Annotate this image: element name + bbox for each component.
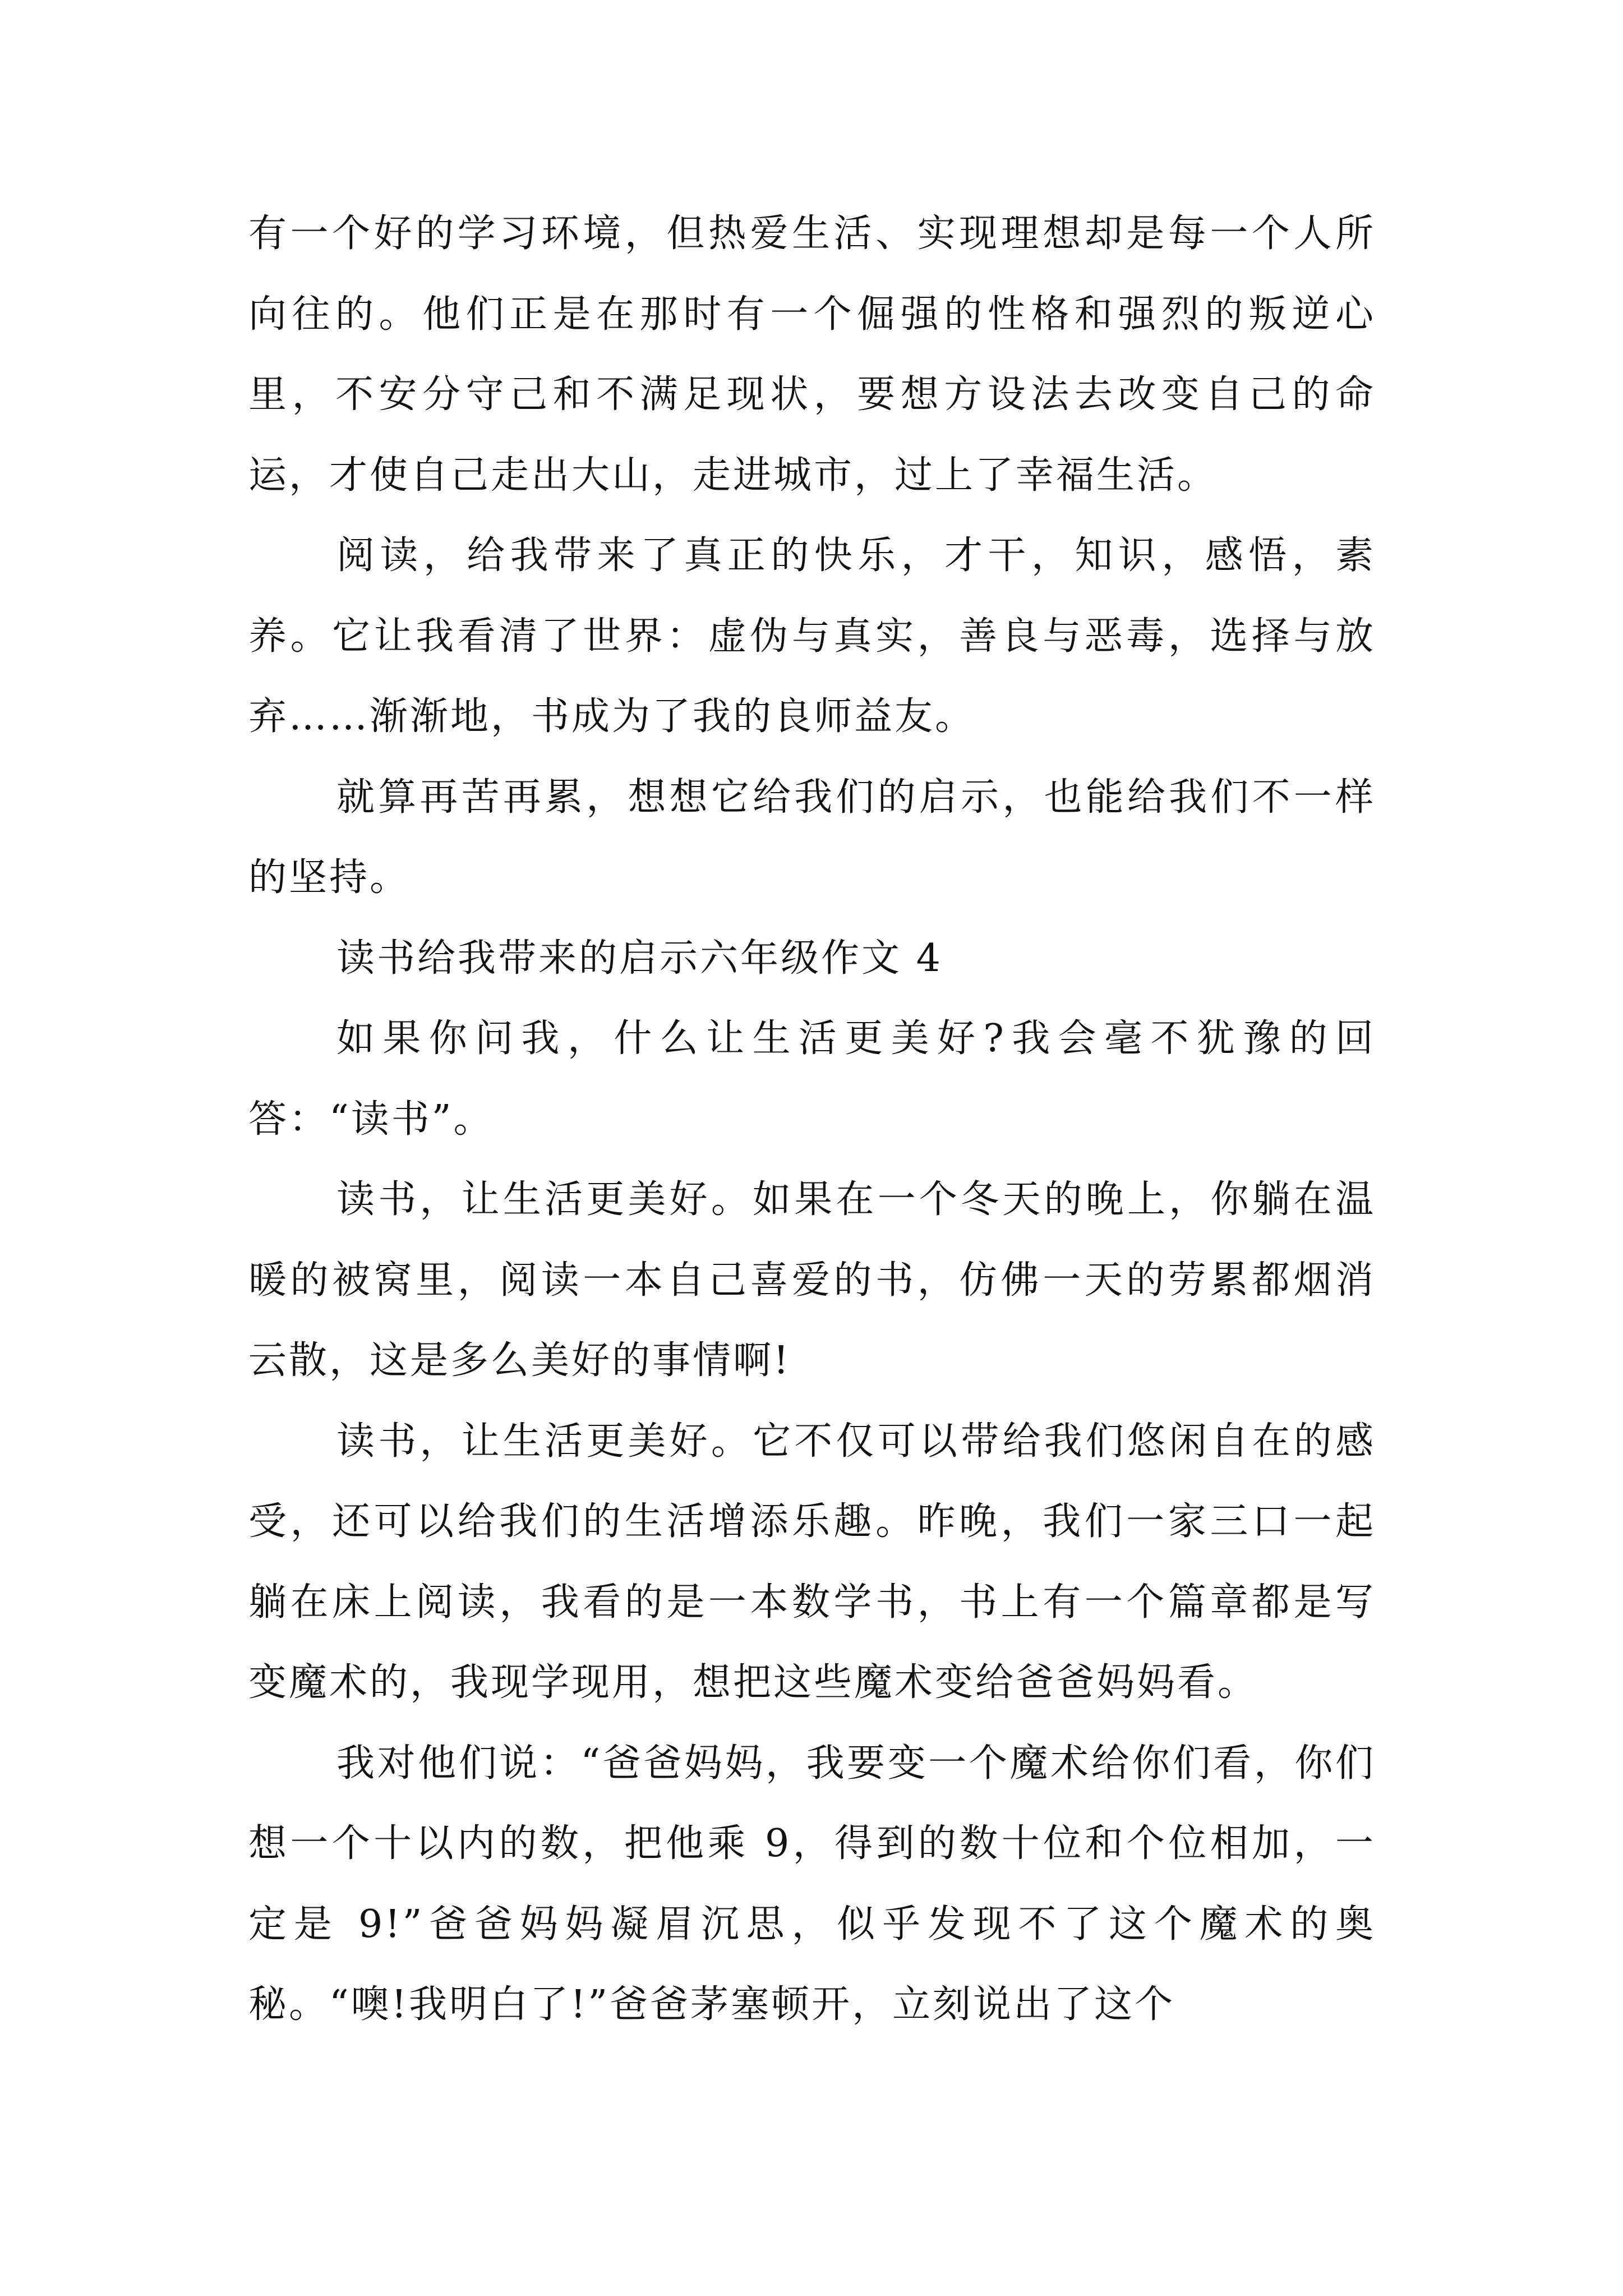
paragraph-family-reading: 读书，让生活更美好。它不仅可以带给我们悠闲自在的感受，还可以给我们的生活增添乐趣。昨晚，我们一家三口一起躺在床上阅读，我看的是一本数学书，书上有一个篇章都是写变魔术的，我现学现用，想把这些魔术变给爸爸妈妈看。: [248, 1419, 1376, 1705]
paragraph-reading-joy: 阅读，给我带来了真正的快乐，才干，知识，感悟，素养。它让我看清了世界：虚伪与真实，善良与恶毒，选择与放弃……渐渐地，书成为了我的良师益友。: [248, 533, 1376, 739]
paragraph-continuation: 有一个好的学习环境，但热爱生活、实现理想却是每一个人所向往的。他们正是在那时有一个倔强的性格和强烈的叛逆心里，不安分守己和不满足现状，要想方设法去改变自己的命运，才使自己走出大山，走进城市，过上了幸福生活。: [248, 211, 1376, 498]
paragraph-winter-night: 读书，让生活更美好。如果在一个冬天的晚上，你躺在温暖的被窝里，阅读一本自己喜爱的书，仿佛一天的劳累都烟消云散，这是多么美好的事情啊!: [248, 1177, 1376, 1383]
paragraph-question: 如果你问我，什么让生活更美好?我会毫不犹豫的回答：“读书”。: [248, 1016, 1376, 1142]
essay-title: 读书给我带来的启示六年级作文 4: [336, 936, 943, 981]
essay-body: [248, 194, 1376, 2045]
paragraph-persistence: 就算再苦再累，想想它给我们的启示，也能给我们不一样的坚持。: [248, 775, 1376, 900]
paragraph-magic-trick: 我对他们说：“爸爸妈妈，我要变一个魔术给你们看，你们想一个十以内的数，把他乘 9，得到的数十位和个位相加，一定是 9!”爸爸妈妈凝眉沉思，似乎发现不了这个魔术的奥秘。“噢!我明白了!”爸爸茅塞顿开，立刻说出了这个: [248, 1741, 1376, 2027]
